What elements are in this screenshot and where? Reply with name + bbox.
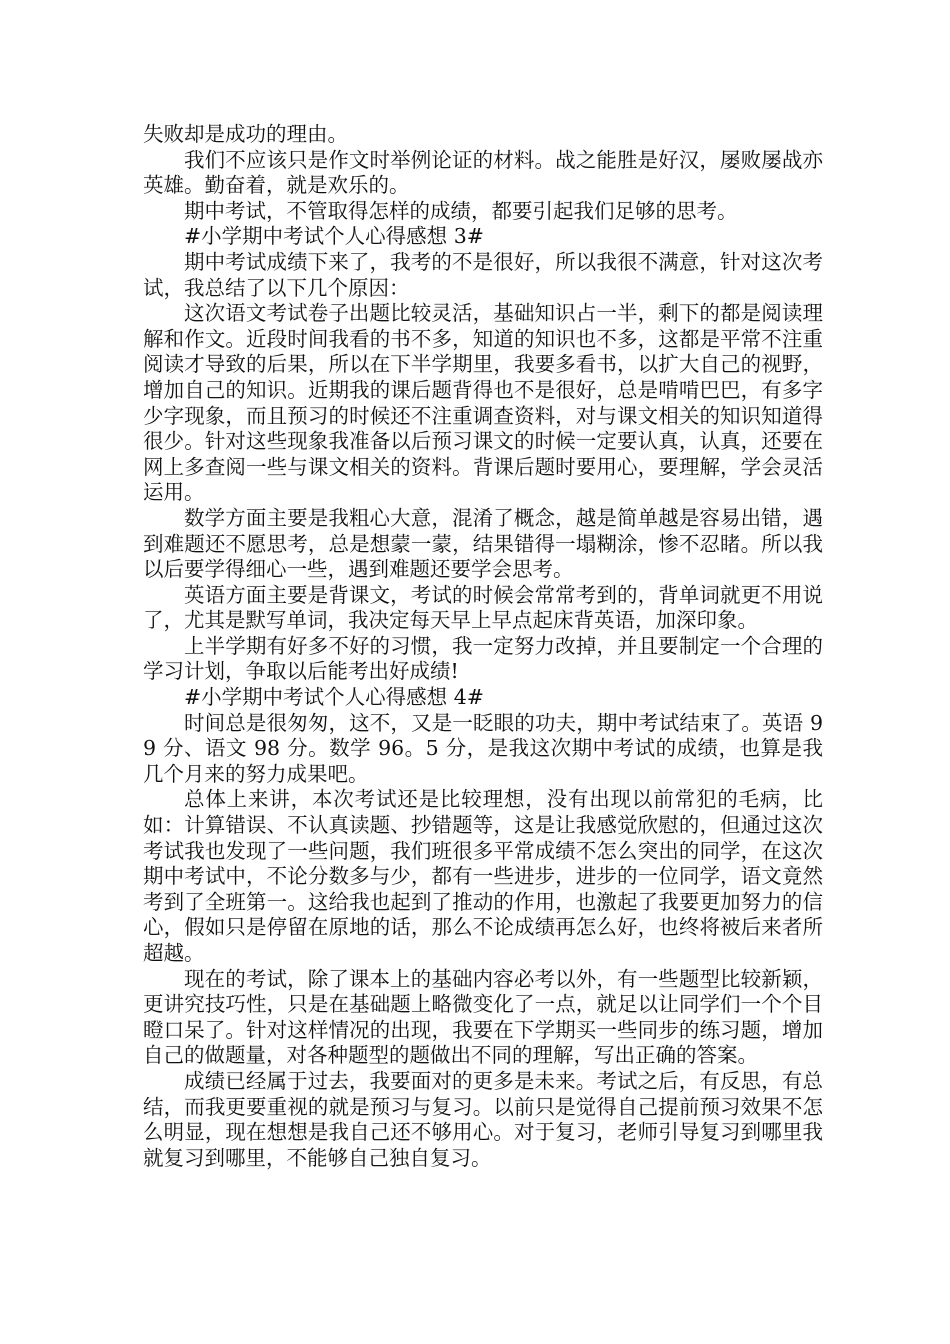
section-heading: #小学期中考试个人心得感想 3# [184,224,484,249]
paragraph: 期中考试成绩下来了，我考的不是很好，所以我很不满意，针对这次考试，我总结了以下几个原因： [143,249,823,300]
document-body [143,122,823,1171]
paragraph: 总体上来讲，本次考试还是比较理想，没有出现以前常犯的毛病，比如：计算错误、不认真读题、抄错题等，这是让我感觉欣慰的，但通过这次考试我也发现了一些问题，我们班很多平常成绩不怎么突出的同学，在这次期中考试中，不论分数多与少，都有一些进步，进步的一位同学，语文竟然考到了全班第一。这给我也起到了推动的作用，也激起了我要更加努力的信心，假如只是停留在原地的话，那么不论成绩再怎么好，也终将被后来者所超越。 [143,787,823,965]
paragraph: 期中考试，不管取得怎样的成绩，都要引起我们足够的思考。 [184,198,738,223]
section-heading: #小学期中考试个人心得感想 4# [184,685,484,710]
paragraph: 现在的考试，除了课本上的基础内容必考以外，有一些题型比较新颖，更讲究技巧性，只是在基础题上略微变化了一点，就足以让同学们一个个目瞪口呆了。针对这样情况的出现，我要在下学期买一些同步的练习题，增加自己的做题量，对各种题型的题做出不同的理解，写出正确的答案。 [143,966,823,1068]
paragraph: 时间总是很匆匆，这不，又是一眨眼的功夫，期中考试结束了。英语 99 分、语文 98 分。数学 96。5 分，是我这次期中考试的成绩，也算是我几个月来的努力成果吧。 [143,710,823,786]
paragraph: 我们不应该只是作文时举例论证的材料。战之能胜是好汉，屡败屡战亦英雄。勤奋着，就是欢乐的。 [143,147,823,198]
paragraph: 数学方面主要是我粗心大意，混淆了概念，越是简单越是容易出错，遇到难题还不愿思考，总是想蒙一蒙，结果错得一塌糊涂，惨不忍睹。所以我以后要学得细心一些，遇到难题还要学会思考。 [143,505,823,582]
paragraph: 成绩已经属于过去，我要面对的更多是未来。考试之后，有反思，有总结，而我更要重视的就是预习与复习。以前只是觉得自己提前预习效果不怎么明显，现在想想是我自己还不够用心。对于复习，老师引导复习到哪里我就复习到哪里，不能够自己独自复习。 [143,1068,823,1170]
paragraph: 这次语文考试卷子出题比较灵活，基础知识占一半，剩下的都是阅读理解和作文。近段时间我看的书不多，知道的知识也不多，这都是平常不注重阅读才导致的后果，所以在下半学期里，我要多看书，以扩大自己的视野，增加自己的知识。近期我的课后题背得也不是很好，总是啃啃巴巴，有多字少字现象，而且预习的时候还不注重调查资料，对与课文相关的知识知道得很少。针对这些现象我准备以后预习课文的时候一定要认真，认真，还要在网上多查阅一些与课文相关的资料。背课后题时要用心，要理解，学会灵活运用。 [143,301,823,505]
paragraph: 上半学期有好多不好的习惯，我一定努力改掉，并且要制定一个合理的学习计划，争取以后能考出好成绩! [143,633,823,684]
paragraph: 失败却是成功的理由。 [143,122,348,146]
paragraph: 英语方面主要是背课文，考试的时候会常常考到的，背单词就更不用说了，尤其是默写单词，我决定每天早上早点起床背英语，加深印象。 [143,582,823,633]
